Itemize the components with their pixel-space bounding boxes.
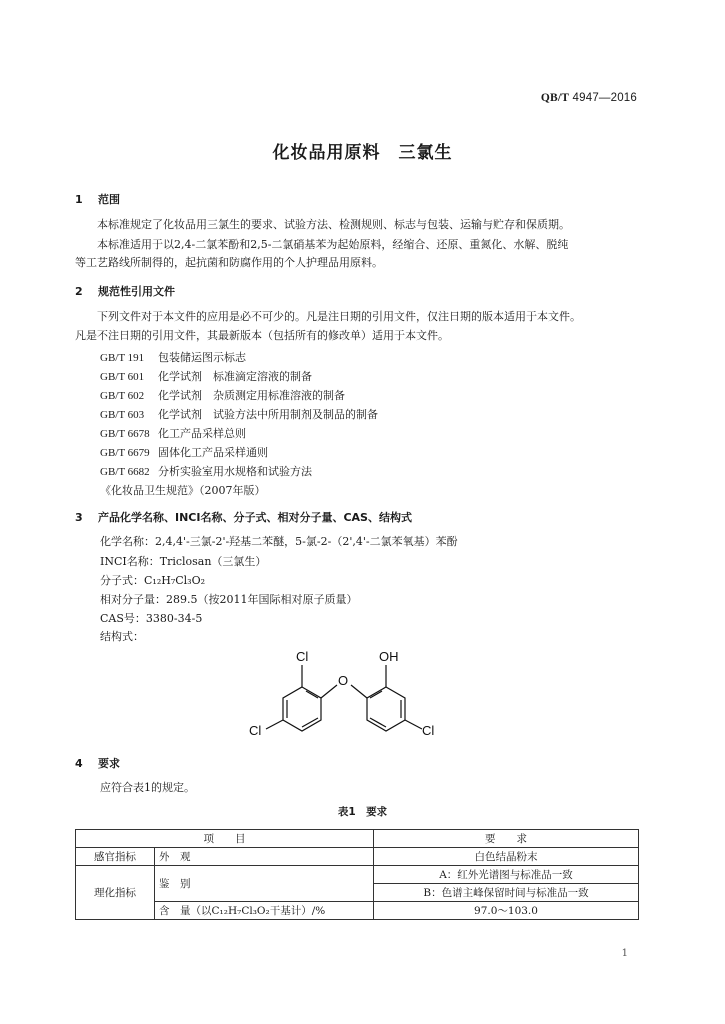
document-code: QB/T 4947—2016 [540,92,637,104]
row-category: 感官指标 [76,848,155,866]
reference-extra: 《化妆品卫生规范》（2007年版） [100,484,266,497]
row-category: 理化指标 [76,866,155,920]
document-title: 化妆品用原料 三氯生 [272,143,453,163]
section-3-heading: 3 产品化学名称、INCI名称、分子式、相对分子量、CAS、结构式 [75,511,412,524]
row-requirement: 97.0～103.0 [374,902,639,920]
cas-number: CAS号：3380-34-5 [100,612,203,625]
atom-cl-top: Cl [296,649,309,664]
reference-item: GB/T 601 化学试剂 标准滴定溶液的制备 [100,370,312,383]
reference-item: GB/T 603 化学试剂 试验方法中所用制剂及制品的制备 [100,408,378,421]
row-requirement: B：色谱主峰保留时间与标准品一致 [374,884,639,902]
structure-label: 结构式： [100,630,144,643]
section-4-heading: 4 要求 [75,757,120,770]
section-2-para-line-2: 凡是不注日期的引用文件，其最新版本（包括所有的修改单）适用于本文件。 [75,329,449,342]
atom-o: O [338,673,349,688]
section-1-para-1: 本标准规定了化妆品用三氯生的要求、试验方法、检测规则、标志与包装、运输与贮存和保质期。 [97,218,570,231]
atom-oh: OH [379,649,399,664]
structural-formula [240,645,450,740]
table-caption: 表1 要求 [337,806,388,818]
section-4-para: 应符合表1的规定。 [100,781,195,794]
reference-item: GB/T 6679 固体化工产品采样通则 [100,446,268,459]
chemical-name: 化学名称：2,4,4'-三氯-2'-羟基二苯醚，5-氯-2-（2',4'-二氯苯氧基）苯酚 [100,535,458,548]
row-requirement: A：红外光谱图与标准品一致 [374,866,639,884]
atom-cl-right: Cl [422,723,435,738]
requirements-table [75,829,639,920]
header-item: 项 目 [76,830,374,848]
table-row [76,902,639,920]
page-number: 1 [621,948,628,959]
row-requirement: 白色结晶粉末 [374,848,639,866]
row-item: 含 量（以C₁₂H₇Cl₃O₂干基计）/% [155,902,374,920]
reference-item: GB/T 6678 化工产品采样总则 [100,427,246,440]
reference-item: GB/T 6682 分析实验室用水规格和试验方法 [100,465,312,478]
row-item: 外 观 [155,848,374,866]
header-requirement: 要 求 [374,830,639,848]
section-1-para-2-line-2: 等工艺路线所制得的，起抗菌和防腐作用的个人护理品用原料。 [75,256,383,269]
reference-item: GB/T 602 化学试剂 杂质测定用标准溶液的制备 [100,389,345,402]
section-2-para-line-1: 下列文件对于本文件的应用是必不可少的。凡是注日期的引用文件，仅注日期的版本适用于本文件。 [97,310,581,323]
atom-cl-left: Cl [249,723,262,738]
section-1-heading: 1 范围 [75,193,120,206]
table-row [76,866,639,884]
inci-name: INCI名称：Triclosan（三氯生） [100,555,267,568]
molecular-weight: 相对分子量：289.5（按2011年国际相对原子质量） [100,593,358,606]
section-1-para-2-line-1: 本标准适用于以2,4-二氯苯酚和2,5-二氯硝基苯为起始原料，经缩合、还原、重氮化、水解、脱纯 [97,238,569,251]
section-2-heading: 2 规范性引用文件 [75,285,175,298]
table-row [76,848,639,866]
molecular-formula: 分子式：C₁₂H₇Cl₃O₂ [100,574,206,587]
row-item: 鉴 别 [155,866,374,902]
reference-item: GB/T 191 包装储运图示标志 [100,351,246,364]
table-header-row [76,830,639,848]
